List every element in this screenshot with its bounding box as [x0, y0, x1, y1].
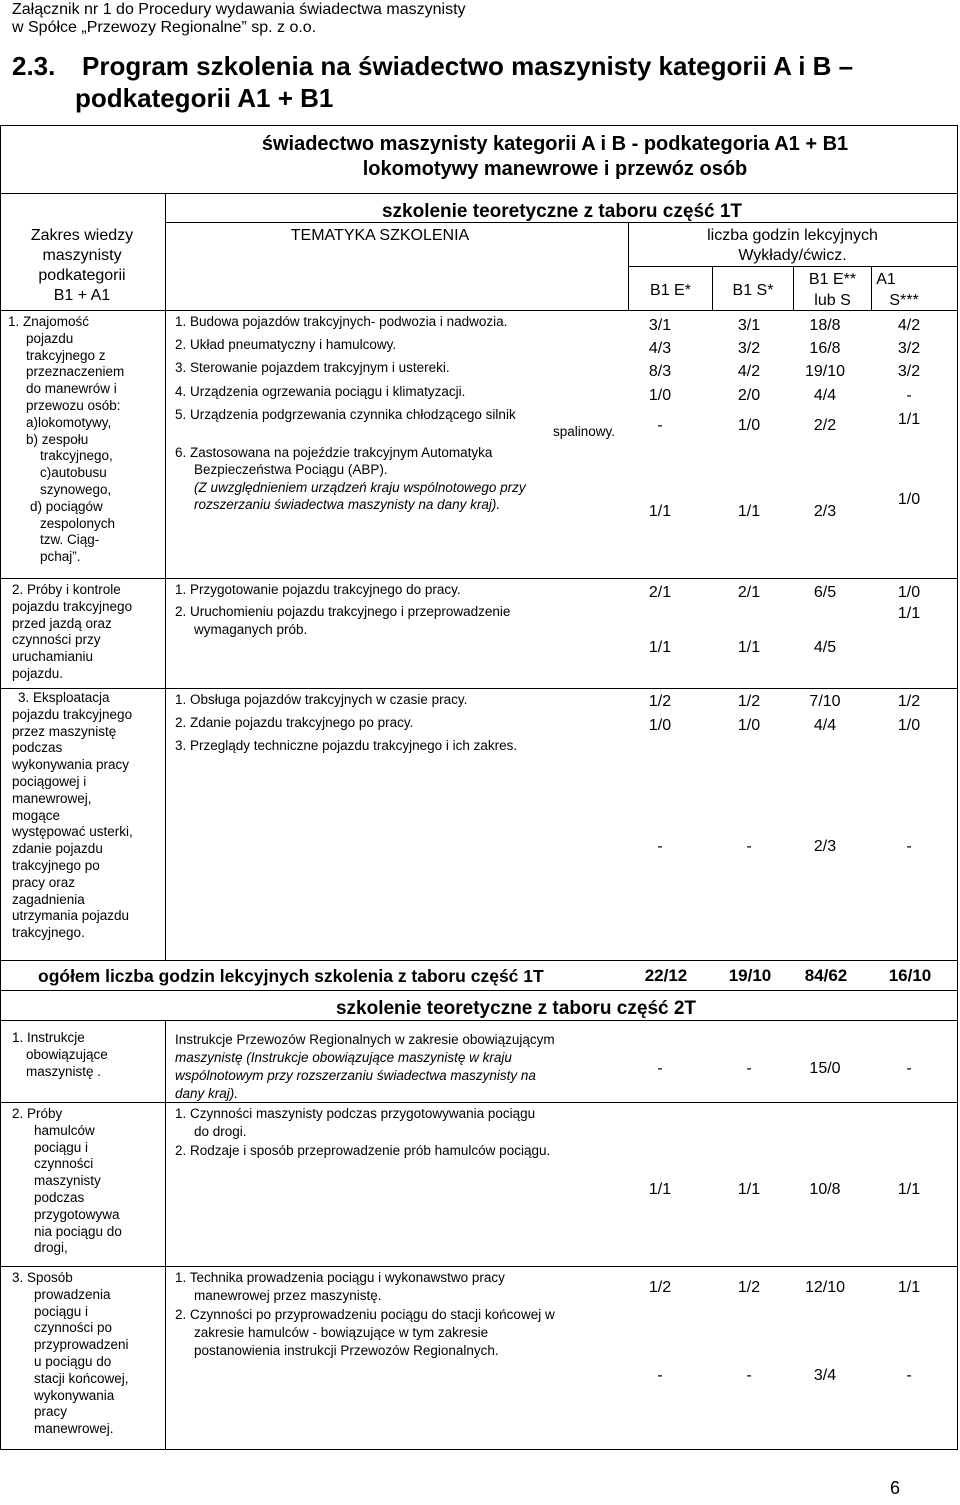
s2-topic: Instrukcje Przewozów Regionalnych w zakresie obowiązującym: [175, 1032, 555, 1047]
left-head-line: podkategorii: [38, 267, 126, 284]
col-a1-head-line1: A1: [876, 271, 896, 288]
left-area3-line: 3. Eksploatacja: [18, 690, 110, 705]
s1-val: 1/1: [897, 605, 921, 622]
left-area1-line: pchaj”.: [40, 549, 81, 565]
left-head-line: maszynisty: [42, 247, 122, 264]
s1-val: 16/8: [809, 340, 841, 357]
s2-left-area3-line: prowadzenia: [34, 1286, 111, 1302]
s1-topic: 6. Zastosowana na pojeździe trakcyjnym Automatyka: [175, 445, 493, 460]
s2-val: 3/4: [813, 1367, 837, 1384]
s1-val: -: [657, 417, 663, 434]
left-area1-line: szynowego,: [40, 481, 112, 497]
s1-val: 3/2: [737, 340, 761, 357]
s2-topic: maszynistę (Instrukcje obowiązujące maszynistę w kraju: [175, 1050, 512, 1065]
s2-val: 1/1: [897, 1181, 921, 1198]
left-area2-line: pojazdu.: [12, 665, 64, 681]
section2-title: szkolenie teoretyczne z taboru część 2T: [335, 998, 697, 1019]
s1-val: 1/2: [737, 693, 761, 710]
s1-val: 1/0: [897, 491, 921, 508]
left-area1-line: a)lokomotywy,: [26, 414, 112, 430]
total-label: ogółem liczba godzin lekcyjnych szkolenia z taboru część 1T: [38, 966, 544, 986]
s2-left-area2-line: pociągu i: [34, 1139, 89, 1155]
s1-val: 3/1: [737, 317, 761, 334]
s1-val: 1/0: [648, 717, 672, 734]
s1-topic: 1. Budowa pojazdów trakcyjnych- podwozia i nadwozia.: [175, 314, 508, 329]
s2-topic: 1. Czynności maszynisty podczas przygotowywania pociągu: [175, 1106, 536, 1121]
program-title-line2: podkategorii A1 + B1: [75, 83, 334, 113]
s1-val: 1/1: [897, 411, 921, 428]
s2-val: -: [906, 1060, 912, 1077]
left-area1-line: przewozu osób:: [26, 397, 121, 413]
s1-topic: 2. Zdanie pojazdu trakcyjnego po pracy.: [175, 715, 414, 730]
certificate-subtitle-line2: lokomotywy manewrowe i przewóz osób: [362, 158, 748, 180]
left-head: [2, 226, 162, 306]
s1-topic: 2. Uruchomieniu pojazdu trakcyjnego i przeprowadzenie: [175, 604, 511, 619]
s1-val: 1/1: [648, 503, 672, 520]
s2-left-area2-line: hamulców: [34, 1122, 95, 1138]
s1-topic: 1. Przygotowanie pojazdu trakcyjnego do pracy.: [175, 582, 461, 597]
left-area2: [12, 582, 162, 683]
left-area1-line: trakcyjnego,: [40, 448, 113, 464]
left-area2-line: 2. Próby i kontrole: [12, 582, 121, 597]
left-area3-line: zdanie pojazdu: [12, 841, 103, 857]
left-area2-line: uruchamianiu: [12, 649, 94, 665]
s1-val: 2/1: [737, 584, 761, 601]
s2-left-area2-line: nia pociągu do: [34, 1223, 122, 1239]
left-area1-line: pojazdu: [26, 330, 74, 346]
section-number: 2.3.: [12, 51, 56, 81]
s2-val: 1/1: [737, 1181, 761, 1198]
left-area2-line: czynności przy: [12, 632, 101, 648]
s1-val: 2/3: [813, 838, 837, 855]
s2-left-area2: [12, 1106, 162, 1257]
s2-left-area3-line: przyprowadzeni: [34, 1337, 129, 1353]
s1-val: 3/2: [897, 363, 921, 380]
s1-val: 1/0: [897, 584, 921, 601]
left-head-line: B1 + A1: [53, 287, 111, 304]
s1-val: 2/1: [648, 584, 672, 601]
s2-val: -: [657, 1060, 663, 1077]
s1-topic: 1. Obsługa pojazdów trakcyjnych w czasie pracy.: [175, 692, 468, 707]
left-area1-line: b) zespołu: [26, 431, 89, 447]
s2-topic: wspólnotowym przy rozszerzaniu świadectwa maszynisty na: [175, 1068, 536, 1083]
s1-topic: wymaganych prób.: [194, 622, 308, 637]
s2-left-area2-line: maszynisty: [34, 1173, 101, 1189]
s1-val: 1/0: [737, 417, 761, 434]
total-val: 84/62: [804, 966, 848, 985]
col-b1ee-head-line1: B1 E**: [808, 271, 857, 288]
s1-val: 2/0: [737, 387, 761, 404]
s2-left-area1-line: maszynistę .: [26, 1063, 102, 1079]
s1-val: 7/10: [809, 693, 841, 710]
s2-val: 15/0: [809, 1060, 841, 1077]
left-area1: [8, 314, 158, 566]
document-header-line2: w Spółce „Przewozy Regionalne” sp. z o.o.: [12, 19, 317, 36]
left-area3-line: mogące: [12, 807, 61, 823]
s2-val: 1/1: [897, 1279, 921, 1296]
s2-topic: dany kraj).: [175, 1086, 239, 1101]
s2-val: 1/1: [648, 1181, 672, 1198]
left-area1-line: przeznaczeniem: [26, 364, 125, 380]
left-area1-line: tzw. Ciąg-: [40, 532, 100, 548]
left-area3-line: występować usterki,: [12, 824, 133, 840]
s1-topic: 4. Urządzenia ogrzewania pociągu i klimatyzacji.: [175, 384, 466, 399]
s2-left-area1-line: 1. Instrukcje: [12, 1030, 85, 1045]
s2-left-area2-line: drogi,: [34, 1240, 68, 1256]
s2-val: -: [906, 1367, 912, 1384]
s1-val: 4/5: [813, 639, 837, 656]
s1-val: 1/0: [648, 387, 672, 404]
s1-val: 1/2: [648, 693, 672, 710]
left-area3-line: utrzymania pojazdu: [12, 908, 130, 924]
s2-left-area2-line: podczas: [34, 1189, 85, 1205]
left-area3-line: trakcyjnego po: [12, 857, 100, 873]
s2-topic: 2. Czynności po przyprowadzeniu pociągu do stacji końcowej w: [175, 1307, 555, 1322]
left-head-line: Zakres wiedzy: [30, 227, 134, 244]
s1-val: -: [906, 838, 912, 855]
left-area1-line: 1. Znajomość: [8, 314, 90, 329]
s1-val: 2/2: [813, 417, 837, 434]
topics-head: TEMATYKA SZKOLENIA: [290, 227, 470, 244]
s2-left-area1-line: obowiązujące: [26, 1046, 108, 1062]
s2-val: -: [746, 1060, 752, 1077]
s2-topic: manewrowej przez maszynistę.: [194, 1288, 382, 1303]
s1-val: 4/2: [897, 317, 921, 334]
col-b1s-head: B1 S*: [732, 282, 774, 299]
left-area1-line: d) pociągów: [30, 498, 103, 514]
certificate-subtitle-line1: świadectwo maszynisty kategorii A i B - podkategoria A1 + B1: [261, 133, 849, 155]
s2-left-area2-line: czynności: [34, 1156, 94, 1172]
left-area3-line: przez maszynistę: [12, 723, 117, 739]
s1-val: 1/1: [648, 639, 672, 656]
total-val: 22/12: [644, 966, 688, 985]
left-area1-line: c)autobusu: [40, 465, 107, 481]
left-area3-line: zagadnienia: [12, 891, 85, 907]
section1-title: szkolenie teoretyczne z taboru część 1T: [381, 201, 743, 222]
program-title-line1: Program szkolenia na świadectwo maszynisty kategorii A i B –: [82, 51, 854, 81]
left-area2-line: przed jazdą oraz: [12, 615, 112, 631]
left-area3-line: podczas: [12, 740, 63, 756]
s2-left-area3-line: stacji końcowej,: [34, 1370, 129, 1386]
s1-topic: 3. Sterowanie pojazdem trakcyjnym i ustereki.: [175, 360, 450, 375]
left-area3-line: wykonywania pracy: [12, 757, 130, 773]
s1-val: -: [906, 387, 912, 404]
s2-topic: 2. Rodzaje i sposób przeprowadzenie prób hamulców pociągu.: [175, 1143, 551, 1158]
left-area3-line: pociągowej i: [12, 773, 87, 789]
hours-head-line2: Wykłady/ćwicz.: [738, 247, 847, 264]
s2-left-area3-line: manewrowej.: [34, 1421, 114, 1437]
left-area2-line: pojazdu trakcyjnego: [12, 598, 133, 614]
s1-val: 2/3: [813, 503, 837, 520]
s2-left-area1: [12, 1030, 162, 1080]
s1-topic: rozszerzaniu świadectwa maszynisty na dany kraj).: [194, 497, 501, 512]
s2-val: 10/8: [809, 1181, 841, 1198]
s2-left-area3-line: czynności po: [34, 1320, 113, 1336]
s1-val: 1/2: [897, 693, 921, 710]
s2-left-area3-line: pociągu i: [34, 1303, 89, 1319]
left-area3: [12, 690, 162, 942]
s2-left-area3-line: wykonywania: [34, 1387, 115, 1403]
s2-left-area2-line: 2. Próby: [12, 1106, 63, 1121]
s2-left-area3: [12, 1270, 162, 1438]
s1-val: 8/3: [648, 363, 672, 380]
s1-val: 3/2: [897, 340, 921, 357]
s2-val: -: [746, 1367, 752, 1384]
s1-val: 4/4: [813, 717, 837, 734]
s1-val: 4/4: [813, 387, 837, 404]
s1-val: 4/3: [648, 340, 672, 357]
s1-topic: 5. Urządzenia podgrzewania czynnika chłodzącego silnik: [175, 407, 516, 422]
s2-left-area3-line: u pociągu do: [34, 1353, 112, 1369]
left-area3-line: trakcyjnego.: [12, 925, 85, 941]
left-area1-line: do manewrów i: [26, 381, 117, 397]
s1-val: 1/0: [897, 717, 921, 734]
left-area1-line: trakcyjnego z: [26, 347, 106, 363]
left-area1-line: zespolonych: [40, 515, 116, 531]
document-header-line1: Załącznik nr 1 do Procedury wydawania świadectwa maszynisty: [12, 1, 466, 18]
s2-topic: 1. Technika prowadzenia pociągu i wykonawstwo pracy: [175, 1270, 505, 1285]
s2-topic: postanowienia instrukcji Przewozów Regionalnych.: [194, 1343, 499, 1358]
s1-val: 1/1: [737, 639, 761, 656]
s1-topic: spalinowy.: [552, 424, 615, 439]
hours-head-line1: liczba godzin lekcyjnych: [707, 227, 878, 244]
s2-val: 1/2: [737, 1279, 761, 1296]
s1-topic: 3. Przeglądy techniczne pojazdu trakcyjnego i ich zakres.: [175, 738, 518, 753]
page-number: 6: [890, 1478, 901, 1498]
s1-topic: Bezpieczeństwa Pociągu (ABP).: [194, 462, 388, 477]
s1-topic: 2. Układ pneumatyczny i hamulcowy.: [175, 337, 397, 352]
s2-val: -: [657, 1367, 663, 1384]
s1-val: 1/0: [737, 717, 761, 734]
s2-val: 12/10: [804, 1279, 846, 1296]
s2-topic: do drogi.: [194, 1124, 247, 1139]
s1-val: -: [657, 838, 663, 855]
col-b1e-head: B1 E*: [650, 282, 691, 299]
left-area3-line: manewrowej,: [12, 790, 92, 806]
s1-val: 4/2: [737, 363, 761, 380]
s2-topic: zakresie hamulców - bowiązujące w tym zakresie: [194, 1325, 489, 1340]
col-a1-head-line2: S***: [889, 292, 919, 309]
s2-left-area2-line: przygotowywa: [34, 1206, 120, 1222]
s2-left-area3-line: 3. Sposób: [12, 1270, 73, 1285]
s1-val: 6/5: [813, 584, 837, 601]
s2-left-area3-line: pracy: [34, 1404, 68, 1420]
s2-val: 1/2: [648, 1279, 672, 1296]
s1-val: 3/1: [648, 317, 672, 334]
s1-val: 18/8: [809, 317, 841, 334]
s1-val: 19/10: [804, 363, 846, 380]
total-val: 19/10: [728, 966, 772, 985]
s1-val: 1/1: [737, 503, 761, 520]
left-area3-line: pracy oraz: [12, 874, 76, 890]
s1-val: -: [746, 838, 752, 855]
total-val: 16/10: [888, 966, 932, 985]
left-area3-line: pojazdu trakcyjnego: [12, 706, 133, 722]
col-b1ee-head-line2: lub S: [814, 292, 851, 309]
s1-topic: (Z uwzględnieniem urządzeń kraju wspólnotowego przy: [194, 480, 526, 495]
